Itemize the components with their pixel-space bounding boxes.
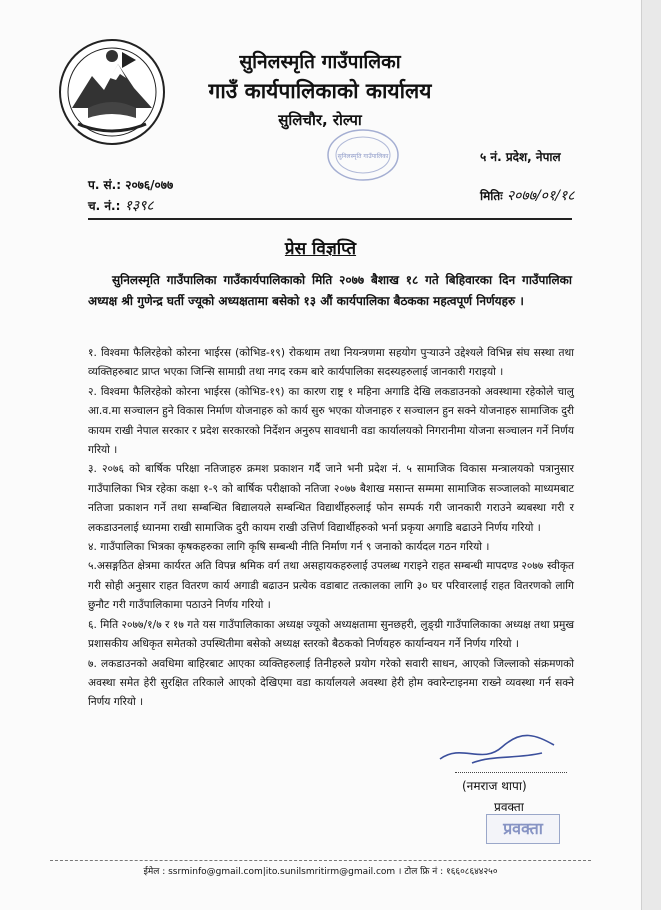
date-field — [480, 186, 575, 205]
office-name-line: सुनिलस्मृति गाउँपालिका — [239, 51, 401, 73]
header-divider — [88, 218, 572, 220]
dispatch-number-value: १३९८ — [124, 198, 154, 214]
signature-line — [455, 772, 567, 773]
nepal-government-emblem-icon — [58, 38, 166, 146]
date-value: २०७७/०१/१८ — [506, 188, 575, 204]
list-item: ४. गाउँपालिका भित्रका कृषकहरुका लागि कृषि सम्बन्धी नीति निर्माण गर्न ९ जनाको कार्यदल गठन गरियो । — [88, 541, 490, 554]
handwritten-signature — [432, 725, 562, 775]
office-stamp — [324, 125, 402, 185]
signatory-name: (नमराज थापा) — [462, 779, 527, 793]
office-title-line: गाउँ कार्यपालिकाको कार्यालय — [208, 79, 432, 103]
list-item: ७. लकडाउनको अवधिमा बाहिरबाट आएका व्यक्तिहरुलाई तिनीहरुले प्रयोग गरेको सवारी साधन, आएको जिल्लाको संक्रमणको अवस्था समेत हेरी सुरक्षित तरिकाले आएको देखिएमा वडा कार्यालयले अवस्था हेरी होम क्वारेन्टाइनमा राख्ने व्यवस्था गर्न सक्ने निर्णय गरियो । — [88, 657, 574, 709]
dispatch-number — [88, 196, 154, 215]
province-text: ५ नं. प्रदेश, नेपाल — [480, 150, 561, 164]
footer-divider — [50, 860, 591, 861]
intro-paragraph: सुनिलस्मृति गाउँपालिका गाउँकार्यपालिकाको मिति २०७७ बैशाख १८ गते बिहिवारका दिन गाउँपालिका अध्यक्ष श्री गुणेन्द्र घर्ती ज्यूको अध्यक्षतामा बसेको १३ औं कार्यपालिका बैठकका महत्वपूर्ण निर्णयहरु । — [88, 273, 572, 308]
dispatch-number-label: च. नं.: — [88, 199, 121, 213]
date-label: मितिः — [480, 189, 503, 203]
office-address-line: सुलिचौर, रोल्पा — [278, 111, 362, 129]
list-item: २. विश्वमा फैलिरहेको कोरना भाईरस (कोभिड-१९) का कारण राष्ट्र १ महिना अगाडि देखि लकडाउनको अवस्थामा रहेकोले चालु आ.व.मा सञ्चालन हुने विकास निर्माण योजनाहरु को कार्य सुरु भएका योजनाहरु र सञ्चालन हुन सक्ने योजनाहरु सामाजिक दुरी कायम राखी नेपाल सरकार र प्रदेश सरकारको निर्देशन अनुरुप सावधानी वडा कार्यालयको निगरानीमा योजना सञ्चालन गर्ने निर्णय गरियो । — [88, 385, 574, 457]
list-item: ३. २०७६ को बार्षिक परिक्षा नतिजाहरु क्रमश प्रकाशन गर्दै जाने भनी प्रदेश नं. ५ सामाजिक विकास मन्त्रालयको पत्रानुसार गाउँपालिका भित्र रहेका कक्षा १-९ को बार्षिक परीक्षाको नतिजा २०७७ बैशाख मसान्त सम्ममा सामाजिक सञ्जालको माध्यमबाट नतिजा प्रकाशन गर्ने तथा सम्बन्धित बिद्यालयले सम्बन्धित विद्यार्थीहरुलाई फोन सम्पर्क गरी जानकारी गराउने ब्यबस्था गरी र लकडाउनलाई ध्यानमा राखी सामाजिक दुरी कायम राखी उत्तिर्ण विद्यार्थीहरुको भर्ना प्रकृया अगाडि बढाउने निर्णय गरियो । — [88, 463, 574, 534]
office-stamp-text: सुनिलस्मृति गाउँपालिका — [337, 153, 389, 160]
list-item: १. विश्वमा फैलिरहेको कोरना भाईरस (कोभिड-१९) रोकथाम तथा नियन्त्रणमा सहयोग पुर्‍याउने उद्देश्यले विभिन्न संघ सस्था तथा व्यक्तिहरुबाट प्राप्त भएका जिन्सि सामाग्री तथा नगद रकम बारे कार्यपालिका सदस्यहरुलाई जानकारी गराइयो । — [88, 347, 574, 379]
signatory-role: प्रवक्ता — [494, 800, 524, 814]
press-release-title: प्रेस विज्ञप्ति — [284, 239, 357, 259]
role-stamp: प्रवक्ता — [486, 814, 560, 844]
list-item: ५.असङ्गठित क्षेत्रमा कार्यरत अति विपन्न श्रमिक वर्ग तथा असहायकहरुलाई उपलब्ध गराइने राहत सम्बन्धी मापदण्ड २०७७ स्वीकृत गरी सोही अनुसार राहत वितरण कार्य अगाडी बढाउन प्रत्येक वडाबाट तत्कालका लागि ३० घर परिवारलाई राहत वितरणको लागि छुनौट गरी गाउँपालिकामा पठाउने निर्णय गरियो । — [88, 560, 574, 612]
list-item: ६. मिति २०७७/१/७ र १७ गते यस गाउँपालिकाका अध्यक्ष ज्यूको अध्यक्षतामा सुनछहरी, लुङ्ग्री गाउँपालिकाका अध्यक्ष तथा प्रमुख प्रशासकीय अधिकृत समेतको उपस्थितीमा बसेको अध्यक्ष स्तरको बैठकको निर्णयहरु कार्यान्वयन गर्ने निर्णय गरियो । — [88, 618, 574, 651]
footer-contact: ईमेल : ssrminfo@gmail.com|ito.sunilsmritirm@gmail.com । टोल फ्रि नं : १६६०८६४४२५० — [143, 867, 498, 877]
reference-number: प. सं.: २०७६/०७७ — [88, 178, 174, 192]
decisions-list — [88, 344, 574, 713]
